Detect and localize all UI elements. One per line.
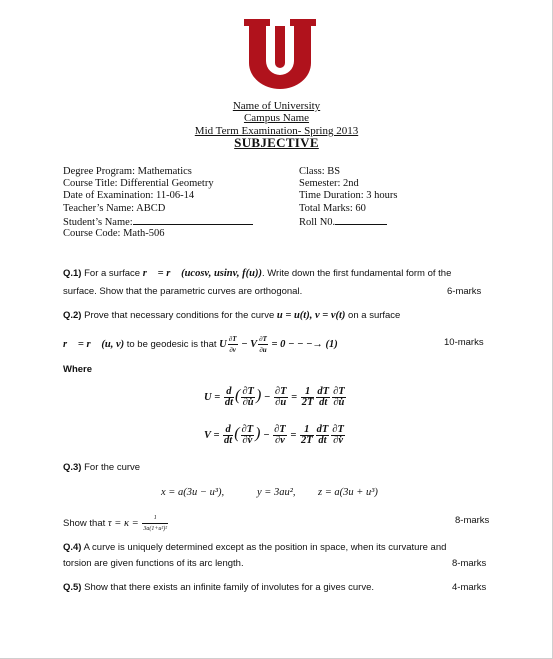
question-5-number: Q.5) [63,582,82,593]
question-4-number: Q.4) [63,542,82,553]
tau-fraction [142,513,168,534]
university-u-logo-icon [244,19,316,89]
question-2-text-c: to be geodesic is that [124,338,220,350]
exam-title: Mid Term Examination- Spring 2013 [194,125,359,137]
section-title: SUBJECTIVE [234,135,319,150]
question-5-marks: 4-marks [452,582,487,593]
v-definition: V = $\frac{d}{dt}$ ( $\frac{\partial T}{\partial v̇}$ ) − $\frac{\partial T}{\partial v}$ = $\frac{1}{2T}$ $\frac{dT}{dt}$ $\frac{\partial T}{\partial v̇}$ [204,424,344,447]
total-marks: Total Marks: 60 [299,203,366,214]
tau-fraction-numerator: 1 [142,513,168,524]
question-2-curve-equation: u = u(t), v = v(t) [276,310,346,321]
tau-kappa: τ = κ = [107,518,142,530]
teacher-name: Teacher’s Name: ABCD [63,203,166,214]
question-2-line-2 [63,334,338,355]
roll-number-field[interactable] [299,215,387,229]
curve-y-equation: y = 3au², [257,487,296,498]
question-2-number: Q.2) [63,310,82,321]
curve-x-equation: x = a(3u − u³), [161,487,225,498]
question-3-marks: 8-marks [455,515,490,526]
question-3-show-line [63,513,169,534]
time-duration: Time Duration: 3 hours [299,190,398,201]
question-2-line-1 [63,310,400,322]
class: Class: BS [299,166,341,177]
question-1-text-b: . Write down the first fundamental form of the [261,268,452,279]
question-1-marks: 6-marks [447,286,482,297]
exam-date: Date of Examination: 11-06-14 [63,190,195,201]
question-2-surface-equation: r⃗ = r⃗ (u, v) [63,338,125,350]
where-label: Where [63,364,93,375]
question-4-line-1 [63,542,446,554]
geodesic-condition: U $\frac{\partial T}{\partial v}$ − V $\frac{\partial T}{\partial u}$ = 0 − − −→ (1) [219,335,338,354]
question-1-number: Q.1) [63,268,82,279]
question-5-line [63,582,374,594]
course-code: Course Code: Math-506 [63,228,165,239]
question-4-text-1: A curve is uniquely determined except as the position in space, when its curvature and [81,542,447,553]
question-2-marks: 10-marks [444,337,484,348]
question-4-marks: 8-marks [452,558,487,569]
campus-name: Campus Name [243,112,310,124]
question-2-text-b: on a surface [345,310,401,321]
geodesic-condition-tail: = 0 − − −→ (1) [268,338,338,350]
question-1-line-1 [63,268,451,280]
student-name-field[interactable] [63,215,253,229]
question-1-equation: r⃗ = r⃗ (ucosv, usinv, f(u)) [142,268,262,279]
student-name-blank [133,215,253,225]
question-5-text: Show that there exists an infinite family of involutes for a gives curve. [81,582,375,593]
tau-fraction-denominator: 3a(1+u²)² [143,526,168,532]
question-3-number: Q.3) [63,462,82,473]
u-definition: U = $\frac{d}{dt}$ ( $\frac{\partial T}{\partial u̇}$ ) − $\frac{\partial T}{\partial u}$ = $\frac{1}{2T}$ $\frac{dT}{dt}$ $\frac{\partial T}{\partial u̇}$ [204,386,345,409]
student-name-label: Student’s Name: [63,217,133,228]
question-4-line-2: torsion are given functions of its arc length. [63,558,244,569]
semester: Semester: 2nd [299,178,359,189]
question-1-line-2: surface. Show that the parametric curves are orthogonal. [63,286,303,297]
question-1-text-a: For a surface [84,268,143,279]
university-name: Name of University [232,100,321,112]
roll-number-blank [335,215,387,225]
question-3-show-text: Show that [63,518,108,530]
question-2-text-a: Prove that necessary conditions for the curve [84,310,277,321]
curve-z-equation: z = a(3u + u³) [318,487,378,498]
roll-number-label: Roll N0. [299,217,336,228]
degree-program: Degree Program: Mathematics [63,166,192,177]
question-3-line-1 [63,462,140,474]
course-title: Course Title: Differential Geometry [63,178,214,189]
question-3-text: For the curve [84,462,141,473]
